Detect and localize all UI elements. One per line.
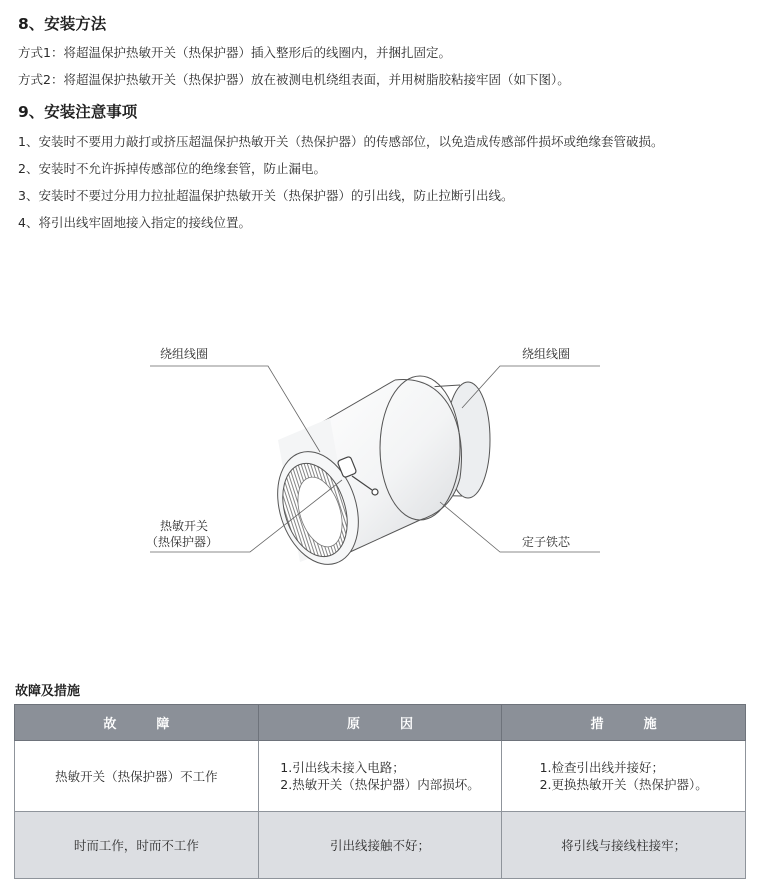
installation-figure [0,330,760,580]
fault-cell: 热敏开关（热保护器）不工作 [15,741,259,812]
measure-lines [540,759,708,793]
measure-line: 1.检查引出线并接好； [539,760,664,775]
cause-cell [258,741,502,812]
header-fault: 故障 [15,705,259,741]
fault-table-title: 故障及措施 [15,684,81,699]
notes-heading: 9、安装注意事项 [18,103,138,121]
label-stator: 定子铁芯 [522,535,571,549]
label-coil-right: 绕组线圈 [522,347,571,361]
install-heading: 8、安装方法 [18,15,107,33]
note-line-1: 1、安装时不要用力敲打或挤压超温保护热敏开关（热保护器）的传感部位，以免造成传感部件损坏或绝缘套管破损。 [18,134,664,149]
measure-line: 2.更换热敏开关（热保护器）。 [539,777,708,792]
note-line-2: 2、安装时不允许拆掉传感部位的绝缘套管，防止漏电。 [18,161,326,176]
label-switch-2: （热保护器） [146,535,219,549]
note-line-4: 4、将引出线牢固地接入指定的接线位置。 [18,215,251,230]
install-line-2: 方式2：将超温保护热敏开关（热保护器）放在被测电机绕组表面，并用树脂胶粘接牢固（如下图）。 [18,72,570,87]
label-coil-left: 绕组线圈 [160,347,209,361]
header-cause: 原因 [258,705,502,741]
table-row [15,741,746,812]
measure-cell [502,741,746,812]
cause-lines [280,759,479,793]
measure-cell: 将引线与接线柱接牢； [502,812,746,879]
cause-cell: 引出线接触不好； [258,812,502,879]
header-measure: 措施 [502,705,746,741]
label-switch-1: 热敏开关 [160,519,209,533]
table-header-row [15,705,746,741]
fault-table [14,704,746,879]
table-row [15,812,746,879]
note-line-3: 3、安装时不要过分用力拉扯超温保护热敏开关（热保护器）的引出线，防止拉断引出线。 [18,188,514,203]
cause-line: 2.热敏开关（热保护器）内部损坏。 [280,777,480,792]
fault-cell: 时而工作，时而不工作 [15,812,259,879]
cause-line: 1.引出线未接入电路； [280,760,405,775]
install-line-1: 方式1：将超温保护热敏开关（热保护器）插入整形后的线圈内，并捆扎固定。 [18,45,451,60]
